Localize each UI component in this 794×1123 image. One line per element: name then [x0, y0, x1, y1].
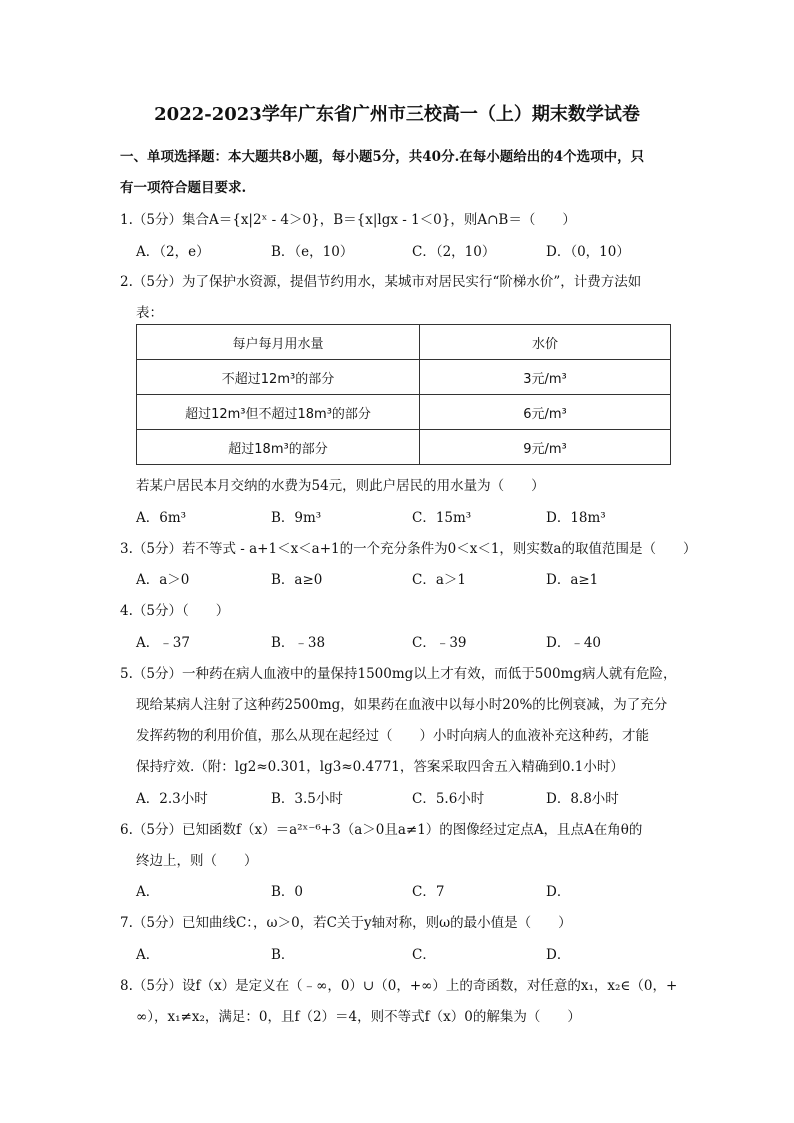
question-number: 6.	[120, 822, 133, 838]
question-number: 5.	[120, 666, 133, 682]
question-number: 2.	[120, 274, 133, 290]
question-number: 8.	[120, 978, 133, 994]
question-number: 3.	[120, 541, 133, 557]
table-cell: 不超过12m³的部分	[137, 360, 420, 395]
section-heading-line1: 一、单项选择题：本大题共8小题，每小题5分，共40分.在每小题给出的4个选项中，只	[120, 149, 645, 165]
question-5-line2: 现给某病人注射了这种药2500mg，如果药在血液中以每小时20%的比例衰减，为了充分	[136, 697, 668, 713]
q6-option-b: B．0	[271, 884, 304, 900]
question-1	[120, 208, 576, 228]
question-5-line4: 保持疗效.（附：lg2≈0.301，lg3≈0.4771，答案采取四舍五入精确到0.1小时）	[136, 759, 624, 775]
question-8-line2: ∞），x₁≠x₂，满足：0，且f（2）＝4，则不等式f（x）0的解集为（ ）	[136, 1009, 581, 1025]
q3-option-c: C．a＞1	[412, 572, 466, 588]
question-8	[120, 974, 677, 994]
question-text: （5分）为了保护水资源，提倡节约用水，某城市对居民实行“阶梯水价”，计费方法如	[132, 274, 642, 290]
q4-option-b: B．﹣38	[271, 635, 326, 651]
table-header-cell: 每户每月用水量	[137, 325, 420, 360]
table-row	[137, 360, 671, 395]
q1-option-b: B．（e，10）	[271, 244, 354, 260]
q1-option-a: A．（2，e）	[136, 244, 210, 260]
question-2-text-continued: 表：	[136, 305, 163, 321]
table-row	[137, 430, 671, 465]
table-row	[137, 395, 671, 430]
q3-option-d: D．a≥1	[546, 572, 599, 588]
table-header-cell: 水价	[420, 325, 671, 360]
q2-option-b: B．9m³	[271, 510, 322, 526]
q3-option-b: B．a≥0	[271, 572, 323, 588]
table-cell: 超过18m³的部分	[137, 430, 420, 465]
table-cell: 超过12m³但不超过18m³的部分	[137, 395, 420, 430]
q6-option-a: A．	[136, 884, 160, 900]
question-6	[120, 818, 642, 838]
q1-option-d: D．（0，10）	[546, 244, 630, 260]
table-cell: 3元/m³	[420, 360, 671, 395]
question-number: 1.	[120, 212, 133, 228]
question-text: （5分）一种药在病人血液中的量保持1500mg以上才有效，而低于500mg病人就有危险，	[132, 666, 677, 682]
q7-option-b: B．	[271, 947, 295, 963]
q5-option-c: C．5.6小时	[412, 791, 485, 807]
q7-option-c: C．	[412, 947, 436, 963]
table-header-row	[137, 325, 671, 360]
q2-option-a: A．6m³	[136, 510, 187, 526]
question-number: 4.	[120, 603, 133, 619]
q5-option-b: B．3.5小时	[271, 791, 343, 807]
q1-option-c: C．（2，10）	[412, 244, 496, 260]
q7-option-a: A．	[136, 947, 160, 963]
question-text: （5分）集合A＝{x|2ˣ - 4＞0}，B＝{x|lgx - 1＜0}，则A∩B＝（ ）	[132, 212, 576, 228]
question-2-prompt: 若某户居民本月交纳的水费为54元，则此户居民的用水量为（ ）	[136, 478, 545, 494]
question-5-line3: 发挥药物的利用价值，那么从现在起经过（ ）小时向病人的血液补充这种药，才能	[136, 728, 649, 744]
q4-option-d: D．﹣40	[546, 635, 602, 651]
question-7	[120, 911, 572, 931]
q2-option-d: D．18m³	[546, 510, 606, 526]
q7-option-d: D．	[546, 947, 571, 963]
table-cell: 9元/m³	[420, 430, 671, 465]
q2-option-c: C．15m³	[412, 510, 472, 526]
question-text: （5分）若不等式 - a+1＜x＜a+1的一个充分条件为0＜x＜1，则实数a的取值范围是（ ）	[132, 541, 697, 557]
q4-option-c: C．﹣39	[412, 635, 467, 651]
section-heading-line2: 有一项符合题目要求.	[120, 180, 247, 196]
q3-option-a: A．a＞0	[136, 572, 190, 588]
water-price-table	[136, 324, 671, 465]
question-text: （5分）已知曲线C：，ω＞0，若C关于y轴对称，则ω的最小值是（ ）	[132, 915, 572, 931]
question-text: （5分）设f（x）是定义在（﹣∞，0）∪（0，+∞）上的奇函数，对任意的x₁，x₂∈（0，+	[132, 978, 678, 994]
q5-option-d: D．8.8小时	[546, 791, 619, 807]
question-3	[120, 537, 696, 557]
question-number: 7.	[120, 915, 133, 931]
exam-title: 2022-2023学年广东省广州市三校高一（上）期末数学试卷	[154, 104, 640, 125]
table-cell: 6元/m³	[420, 395, 671, 430]
question-5	[120, 662, 677, 682]
q6-option-c: C．7	[412, 884, 445, 900]
question-text: （5分）已知函数f（x）＝a²ˣ⁻⁶+3（a＞0且a≠1）的图像经过定点A，且点A在角θ的	[132, 822, 643, 838]
question-2	[120, 270, 641, 290]
question-6-line2: 终边上，则（ ）	[136, 853, 258, 869]
question-4	[120, 599, 229, 619]
question-text: （5分）（ ）	[132, 603, 230, 619]
q6-option-d: D．	[546, 884, 571, 900]
q4-option-a: A．﹣37	[136, 635, 190, 651]
q5-option-a: A．2.3小时	[136, 791, 208, 807]
